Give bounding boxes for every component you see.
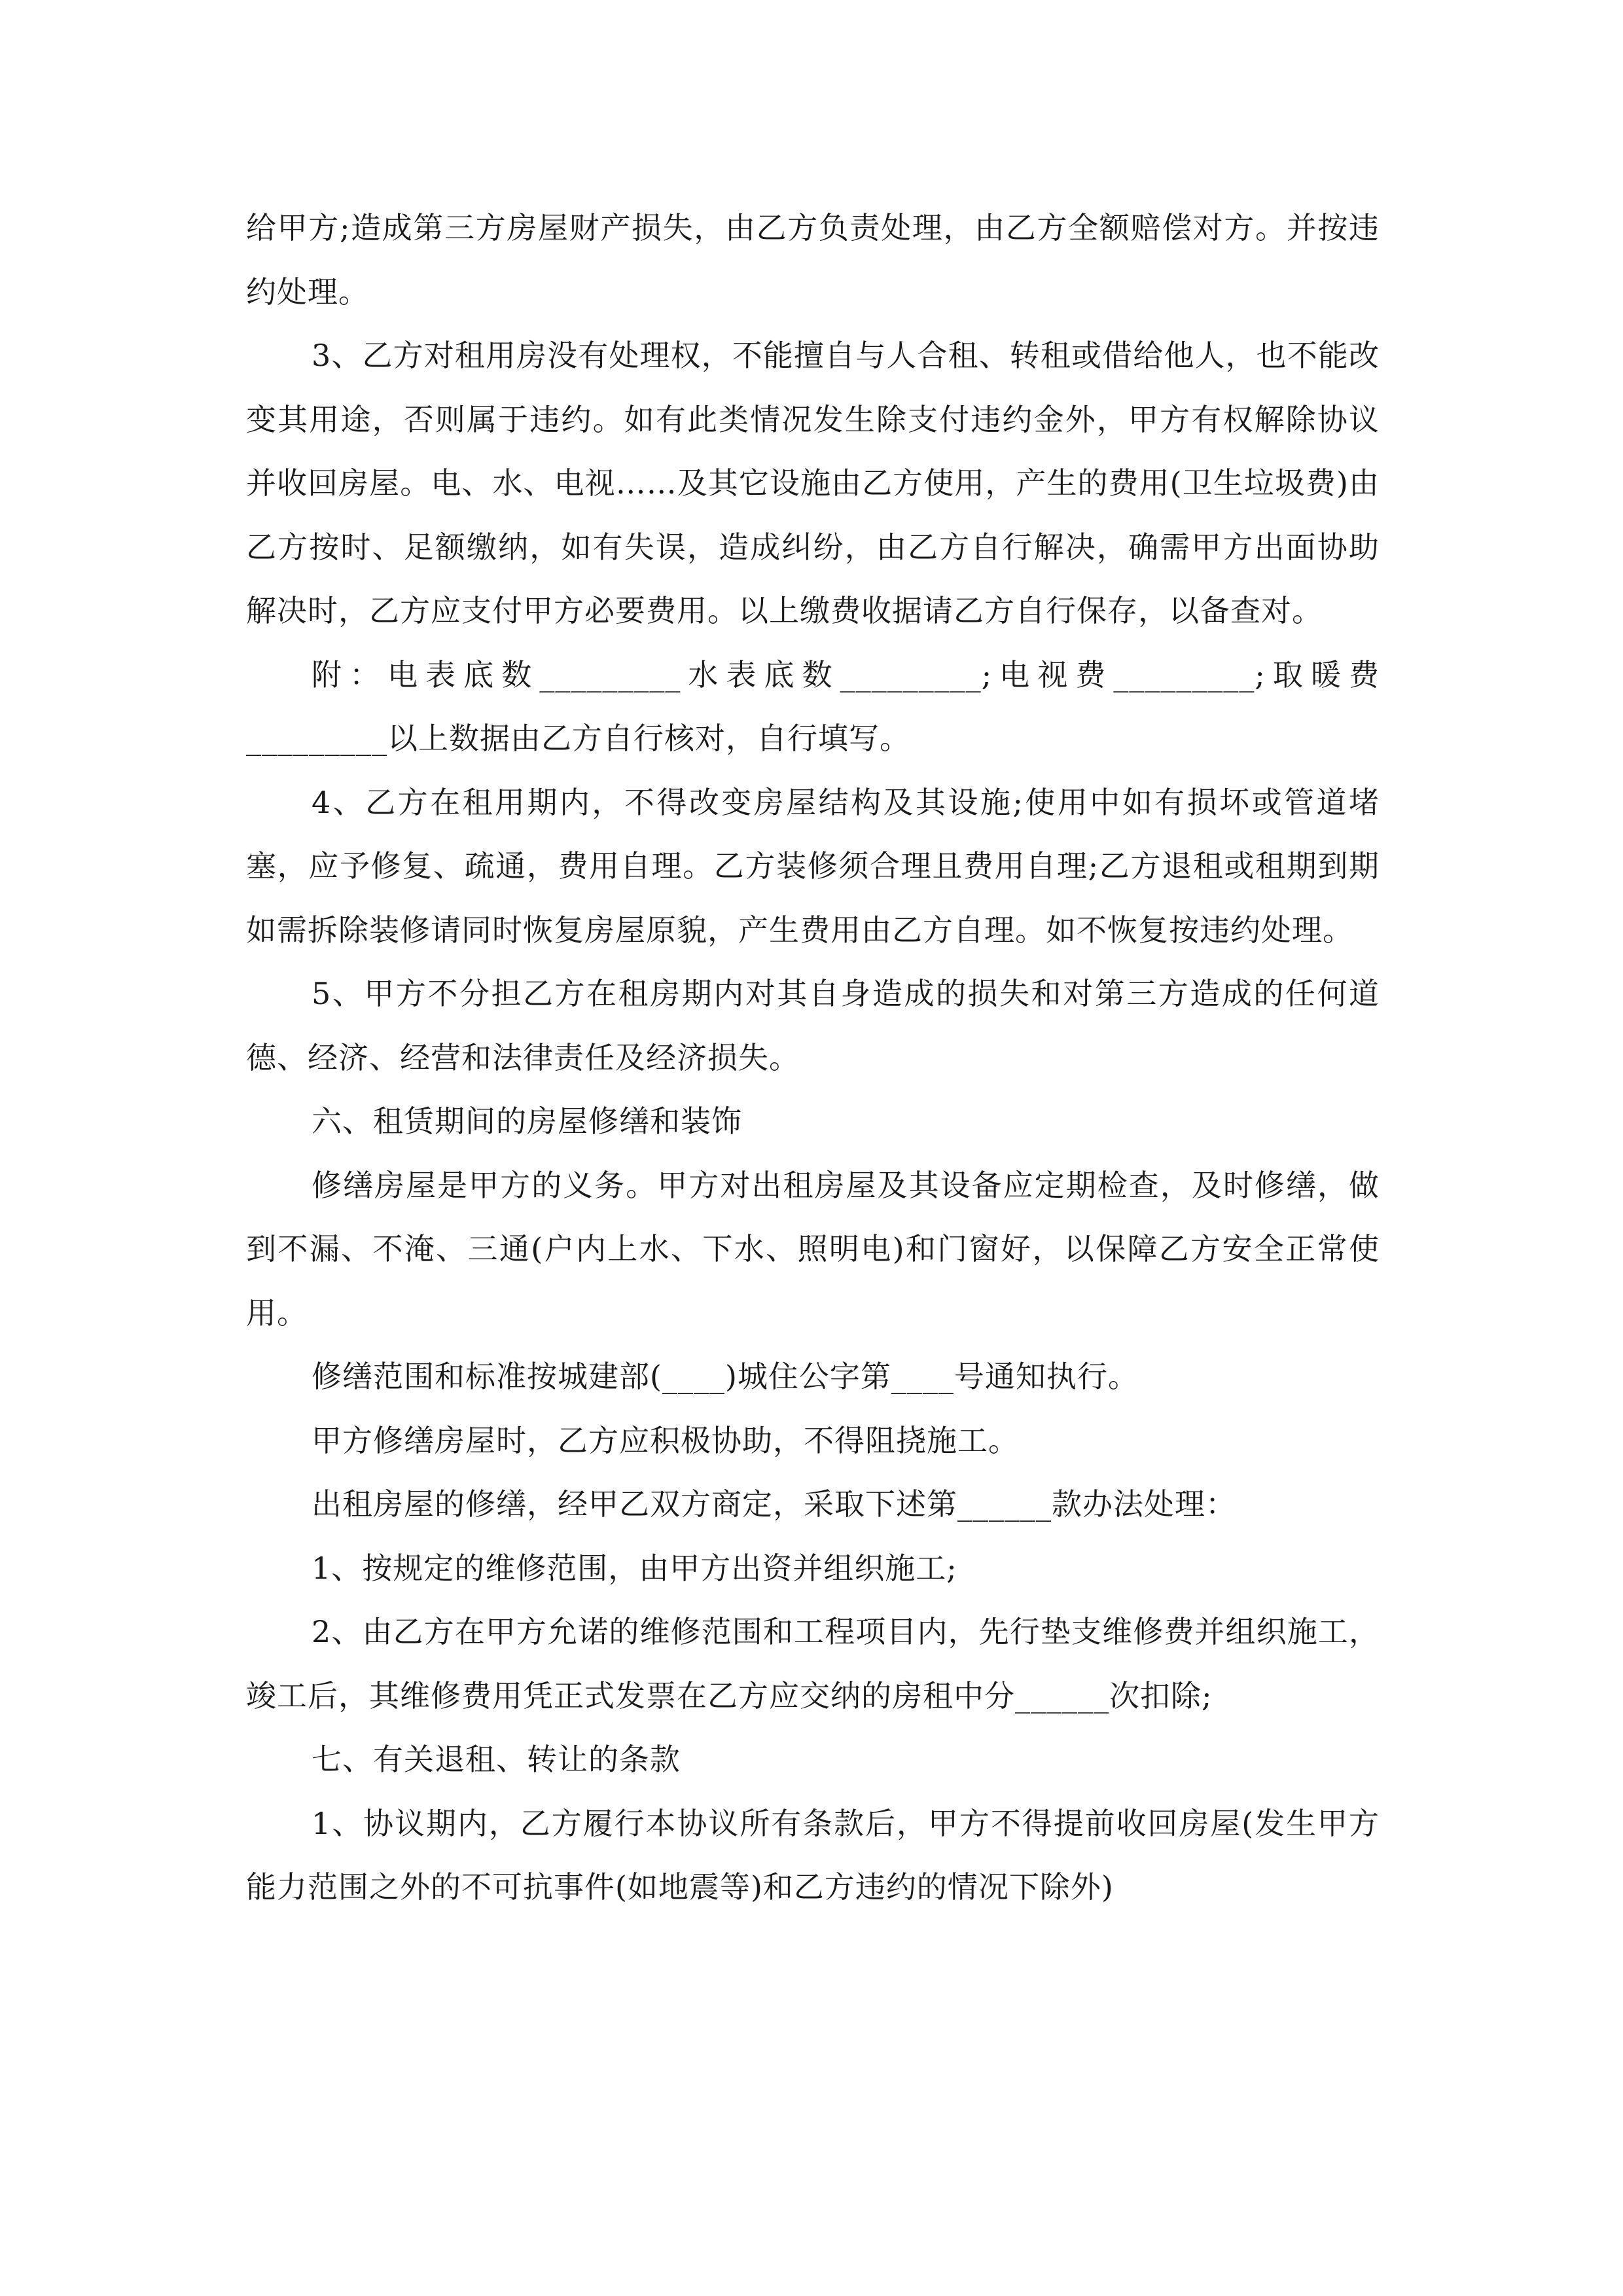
paragraph-termination-1: 1、协议期内，乙方履行本协议所有条款后，甲方不得提前收回房屋(发生甲方能力范围之外的不可抗事件(如地震等)和乙方违约的情况下除外) [246, 1805, 1380, 1905]
paragraph-repair-standard: 修缮范围和标准按城建部(____)城住公字第____号通知执行。 [312, 1359, 1139, 1394]
paragraph-clause-4: 4、乙方在租用期内，不得改变房屋结构及其设施;使用中如有损坏或管道堵塞，应予修复、疏通，费用自理。乙方装修须合理且费用自理;乙方退租或租期到期如需拆除装修请同时恢复房屋原貌，产生费用由乙方自理。如不恢复按违约处理。 [246, 784, 1380, 948]
paragraph-repair-method: 出租房屋的修缮，经甲乙双方商定，采取下述第______款办法处理： [312, 1486, 1236, 1522]
paragraph-clause-3: 3、乙方对租用房没有处理权，不能擅自与人合租、转租或借给他人，也不能改变其用途，否则属于违约。如有此类情况发生除支付违约金外，甲方有权解除协议并收回房屋。电、水、电视……及其它设施由乙方使用，产生的费用(卫生垃圾费)由乙方按时、足额缴纳，如有失误，造成纠纷，由乙方自行解决，确需甲方出面协助解决时，乙方应支付甲方必要费用。以上缴费收据请乙方自行保存，以备查对。 [246, 338, 1380, 628]
paragraph-clause-5: 5、甲方不分担乙方在租房期内对其自身造成的损失和对第三方造成的任何道德、经济、经营和法律责任及经济损失。 [246, 976, 1380, 1075]
paragraph-repair-cooperation: 甲方修缮房屋时，乙方应积极协助，不得阻挠施工。 [312, 1422, 1019, 1458]
paragraph-repair-option-2: 2、由乙方在甲方允诺的维修范围和工程项目内，先行垫支维修费并组织施工，竣工后，其维修费用凭正式发票在乙方应交纳的房租中分______次扣除; [246, 1614, 1380, 1713]
document-body [246, 196, 1380, 1920]
paragraph-continuation: 给甲方;造成第三方房屋财产损失，由乙方负责处理，由乙方全额赔偿对方。并按违约处理。 [246, 210, 1380, 310]
paragraph-repair-option-1: 1、按规定的维修范围，由甲方出资并组织施工; [312, 1550, 957, 1586]
paragraph-repair-duty: 修缮房屋是甲方的义务。甲方对出租房屋及其设备应定期检查，及时修缮，做到不漏、不淹、三通(户内上水、下水、照明电)和门窗好，以保障乙方安全正常使用。 [246, 1167, 1380, 1331]
section-heading-6: 六、租赁期间的房屋修缮和装饰 [312, 1103, 742, 1139]
section-heading-7: 七、有关退租、转让的条款 [312, 1742, 681, 1777]
paragraph-meter-readings: 附：电表底数_________水表底数_________;电视费_________;取暖费_________以上数据由乙方自行核对，自行填写。 [246, 656, 1380, 756]
